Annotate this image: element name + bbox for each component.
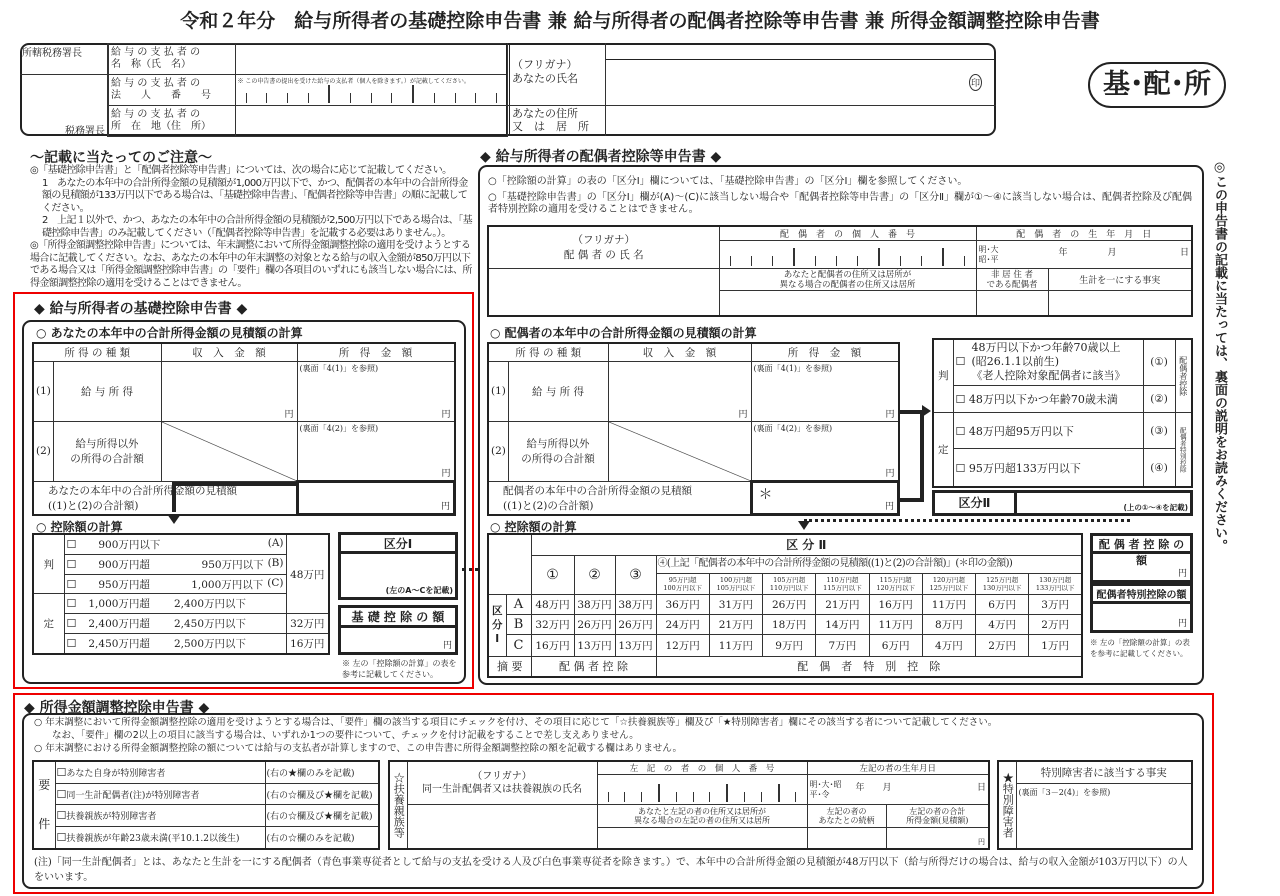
adjust-notes — [34, 716, 1194, 755]
special-fact-label: 特別障害者に該当する事実 — [1016, 761, 1192, 783]
checkbox[interactable]: ☐ — [66, 537, 77, 551]
col-header: ① — [531, 555, 574, 594]
deduction-value: 26万円 — [615, 614, 656, 634]
dep-income-input[interactable] — [886, 828, 989, 850]
checkbox[interactable]: ☐ — [955, 392, 966, 406]
summary-spouse: 配 偶 者 控 除 — [531, 656, 656, 677]
judge-text: 48万円超95万円以下 — [968, 424, 1074, 438]
yen: 円 — [885, 409, 895, 420]
row-no: (1) — [488, 361, 508, 421]
tax-office-suffix: 税務署長 — [65, 125, 105, 137]
salary-amount-input[interactable] — [297, 361, 454, 421]
bracket-header: 110万円超 115万円以下 — [816, 573, 869, 594]
same-livelihood-label: 生計を一にする事実 — [1048, 269, 1192, 291]
deduction-value: 3万円 — [1029, 594, 1082, 614]
notes-item: 2 上記１以外で、かつ、あなたの本年中の合計所得金額の見積額が2,500万円以下である場合は、「基礎控除申告書」のみ記載してください（「配偶者控除等申告書」を記載する必要はありません。）。 — [42, 215, 472, 239]
spouse-total-input[interactable] — [751, 481, 898, 515]
spouse-birth-label: 配 偶 者 の 生 年 月 日 — [976, 226, 1192, 241]
requirement-row[interactable] — [55, 761, 265, 783]
judge-label: 判 — [933, 339, 953, 412]
deduction-value: 4万円 — [976, 614, 1029, 634]
ref-note: (裏面「4(2)」を参照) — [753, 423, 833, 433]
spouse-calc-title: ○ 配偶者の本年中の合計所得金額の見積額の計算 — [490, 326, 757, 340]
row-no: (1) — [33, 361, 53, 421]
your-name-label: （フリガナ） あなたの氏名 — [512, 58, 578, 85]
notes-title: ～記載に当たってのご注意～ — [30, 150, 212, 166]
your-furigana-input[interactable] — [606, 43, 994, 59]
total-input[interactable] — [297, 481, 454, 515]
deduction-value: 21万円 — [816, 594, 869, 614]
row-kind: 給 与 所 得 — [53, 361, 161, 421]
deduction-value: 2万円 — [1029, 614, 1082, 634]
judge-label: 定 — [33, 594, 64, 654]
day-label: 日 — [976, 782, 986, 793]
spouse-other-amount-input[interactable] — [751, 421, 898, 481]
deduction-value: 6万円 — [869, 634, 922, 656]
deduction-value: 26万円 — [574, 614, 615, 634]
basic-amount-label: 基 礎 控 除 の 額 — [341, 608, 455, 628]
checkbox[interactable]: ☐ — [955, 355, 966, 369]
judge-text: 95万円超133万円以下 — [968, 461, 1081, 475]
digit-ticks — [730, 248, 966, 266]
summary-label: 摘 要 — [488, 656, 531, 677]
spouse-note: ○「控除額の計算」の表の「区分Ⅰ」欄については、「基礎控除申告書」の「区分Ⅰ」欄を参照してください。 — [488, 176, 968, 187]
asterisk: ＊ — [758, 486, 773, 503]
checkbox[interactable]: ☐ — [66, 577, 77, 591]
special-amount-box[interactable] — [1090, 583, 1193, 633]
dep-number-label: 左 記 の 者 の 個 人 番 号 — [597, 761, 807, 775]
deduction-value: 38万円 — [615, 594, 656, 614]
requirement-text: 扶養親族が年齢23歳未満(平10.1.2以後生) — [66, 834, 240, 845]
deduction-value: 6万円 — [976, 594, 1029, 614]
bracket-header: 100万円超 105万円以下 — [709, 573, 762, 594]
deduct-amount: 16万円 — [286, 634, 329, 654]
spouse-salary-amount-input[interactable] — [751, 361, 898, 421]
tax-office-label: 所轄税務署長 — [20, 44, 108, 75]
tax-office-input[interactable] — [20, 75, 108, 137]
spouse-amount-box[interactable] — [1090, 533, 1193, 583]
requirement-row[interactable] — [55, 827, 265, 849]
total-label: あなたの本年中の合計所得金額の見積額 ((1)と(2)の合計額) — [33, 481, 297, 515]
yen: 円 — [1177, 569, 1187, 579]
day-label: 日 — [1179, 247, 1189, 258]
deduction-value: 36万円 — [656, 594, 709, 614]
ref-note: (裏面「4(2)」を参照) — [299, 423, 379, 433]
group-label: 配偶者控除 — [1175, 339, 1192, 412]
form-title: 令和２年分 給与所得者の基礎控除申告書 兼 給与所得者の配偶者控除等申告書 兼 所得金額調整控除申告書 — [180, 10, 1100, 32]
your-address-label: あなたの住所 又 は 居 所 — [512, 107, 589, 133]
spouse-title: ◆ 給与所得者の配偶者控除等申告書 ◆ — [480, 149, 722, 165]
yen: 円 — [440, 502, 450, 512]
other-amount-input[interactable] — [297, 421, 454, 481]
bracket-header: 130万円超 133万円以下 — [1029, 573, 1082, 594]
your-name-input[interactable] — [606, 60, 994, 105]
summary-special: 配 偶 者 特 別 控 除 — [656, 656, 1082, 677]
kubun1-row: A — [506, 594, 531, 614]
bracket-header: 105万円超 110万円以下 — [763, 573, 816, 594]
spouse-note: ○「基礎控除申告書」の「区分Ⅰ」欄が(A)～(C)に該当しない場合や「配偶者控除等申告書」の「区分Ⅱ」欄が①～④に該当しない場合は、配偶者控除及び配偶者特別控除の適用を受けることはできません。 — [488, 191, 1192, 215]
spouse-income-table — [487, 342, 900, 516]
four-header: ④(上記「配偶者の本年中の合計所得金額の見積額((1)と(2)の合計額)」(＊印の金額)) — [656, 555, 1082, 573]
range-to: 2,450万円以下 — [173, 618, 246, 631]
judge-text: 48万円以下かつ年齢70歳未満 — [968, 392, 1118, 406]
range-from: 2,450万円超 — [88, 638, 150, 651]
special-disability-label: ★特別障害者 — [998, 761, 1016, 849]
group-label: 配偶者特別控除 — [1175, 412, 1192, 487]
range-to: 950万円以下 — [201, 558, 264, 571]
dep-relation-label: 左記の者の あなたとの続柄 — [807, 805, 886, 828]
special-disability-table — [997, 760, 1193, 850]
deduction-value: 26万円 — [763, 594, 816, 614]
checkbox[interactable]: ☐ — [955, 461, 966, 475]
yen: 円 — [1177, 619, 1187, 629]
dep-birth-label: 左記の者の生年月日 — [807, 761, 989, 775]
deduction-value: 14万円 — [816, 614, 869, 634]
col-header: ② — [574, 555, 615, 594]
kubun1-row-label: 区 分 Ⅰ — [488, 594, 506, 656]
checkbox[interactable]: ☐ — [56, 809, 67, 823]
deduction-value: 1万円 — [1029, 634, 1082, 656]
col-header: 収 入 金 額 — [608, 343, 751, 361]
kubun1-row: B — [506, 614, 531, 634]
range-from: 900万円以下 — [98, 538, 161, 551]
arrow-right-icon — [922, 405, 931, 417]
requirement-hint: (右の☆欄及び★欄を記載) — [265, 805, 379, 827]
deduction-value: 11万円 — [869, 614, 922, 634]
basic-amount-box[interactable] — [338, 605, 458, 655]
kubun2-box[interactable] — [932, 490, 1193, 516]
checkbox[interactable]: ☐ — [66, 597, 77, 611]
judge-code: (④) — [1143, 449, 1175, 487]
bracket-header: 95万円超 100万円以下 — [656, 573, 709, 594]
payer-number-note: ※ この申告書の提出を受けた給与の支払者（個人を除きます。）が記載してください。 — [237, 78, 470, 85]
deduction-value: 13万円 — [574, 634, 615, 656]
spouse-info-table — [487, 225, 1193, 317]
deduction-value: 48万円 — [531, 594, 574, 614]
adjust-note: ○ 年末調整における所得金額調整控除の額については給与の支払者が計算しますので、この申告書に所得金額調整控除の額を記載する欄はありません。 — [34, 743, 683, 754]
checkbox[interactable]: ☐ — [56, 787, 67, 801]
col-header: 所 得 金 額 — [297, 343, 454, 361]
month-label: 月 — [1107, 247, 1117, 258]
judge-row[interactable] — [953, 449, 1143, 487]
yen: 円 — [441, 468, 451, 479]
deduction-value: 18万円 — [763, 614, 816, 634]
col-header: 所 得 金 額 — [751, 343, 898, 361]
flow-arrow — [172, 482, 298, 512]
deduction-value: 16万円 — [869, 594, 922, 614]
range-from: 2,400万円超 — [88, 618, 150, 631]
dotted-link — [462, 568, 478, 571]
bracket-header: 125万円超 130万円以下 — [976, 573, 1029, 594]
adjust-footnote: (注)「同一生計配偶者」とは、あなたと生計を一にする配偶者（青色事業専従者として給与の支払を受ける人及び白色事業専従者を除きます。）で、本年中の合計所得金額の見積額が48万円以下（給与所得だけの場合は、給与の収入金額が103万円以下）の人をいいます。 — [34, 857, 1188, 883]
basic-title: ◆ 給与所得者の基礎控除申告書 ◆ — [34, 301, 248, 317]
range-to: 2,500万円以下 — [173, 638, 246, 651]
adjust-note: ○ 年末調整において所得金額調整控除の適用を受けようとする場合は、「要件」欄の該当する項目にチェックを付け、その項目に応じて「☆扶養親族等」欄及び「★特別障害者」欄にその該当する者について記載してください。 — [34, 717, 998, 728]
requirements-label: 要 件 — [33, 761, 55, 849]
dep-birth-input[interactable] — [807, 775, 989, 805]
judge-row[interactable] — [953, 412, 1143, 449]
requirement-row[interactable] — [55, 783, 265, 805]
row-kind: 給与所得以外 の所得の合計額 — [508, 421, 608, 481]
dep-relation-input[interactable] — [807, 828, 886, 850]
year-label: 年 — [1058, 247, 1068, 258]
range-code: (C) — [267, 576, 284, 589]
kubun2-header: 区 分 Ⅱ — [531, 534, 1082, 555]
row-no: (2) — [488, 421, 508, 481]
nonresident-input[interactable] — [976, 291, 1048, 317]
spouse-amount-label: 配 偶 者 控 除 の 額 — [1093, 536, 1190, 554]
bracket-header: 120万円超 125万円以下 — [922, 573, 975, 594]
spouse-address-label: あなたと配偶者の住所又は居所が 異なる場合の配偶者の住所又は居所 — [719, 269, 976, 291]
checkbox[interactable]: ☐ — [955, 424, 966, 438]
basic-foot-note: ※ 左の「控除額の計算」の表を 参考に記載してください。 — [342, 659, 457, 679]
deduction-value: 13万円 — [615, 634, 656, 656]
range-row[interactable] — [64, 594, 286, 614]
deduction-value: 7万円 — [816, 634, 869, 656]
range-row[interactable] — [64, 574, 286, 594]
era-options: 明･大 昭･平 — [978, 244, 999, 264]
ref-note: (裏面「4(1)」を参照) — [299, 363, 379, 373]
range-row[interactable] — [64, 534, 286, 554]
requirements-table — [32, 760, 380, 850]
dep-address-label: あなたと左記の者の住所又は居所が 異なる場合の左記の者の住所又は居所 — [597, 805, 807, 828]
your-address-input[interactable] — [606, 106, 994, 135]
basic-deduct-title: ○ 控除額の計算 — [36, 520, 123, 534]
salary-income-input[interactable] — [161, 361, 297, 421]
digit-ticks — [246, 85, 498, 103]
range-from: 950万円超 — [98, 578, 150, 591]
payer-address-label: 給 与 の 支 払 者 の 所 在 地（住 所） — [108, 106, 235, 137]
col-header: ③ — [615, 555, 656, 594]
dependents-table — [388, 760, 990, 850]
spouse-address-input[interactable] — [719, 291, 976, 317]
adjust-note: なお、「要件」欄の2以上の項目に該当する場合は、いずれか1つの要件について、チェックを付け記載をすることで差し支えありません。 — [52, 730, 639, 741]
kubun2-note: (上の①～④を記載) — [1123, 503, 1188, 512]
arrow-down-icon — [167, 514, 181, 524]
range-row[interactable] — [64, 554, 286, 574]
spouse-foot-note: ※ 左の「控除額の計算」の表 を参考に記載してください。 — [1090, 638, 1190, 658]
checkbox[interactable]: ☐ — [66, 637, 77, 651]
dep-name-input[interactable] — [407, 805, 597, 850]
deduction-value: 11万円 — [922, 594, 975, 614]
basic-deduct-table — [32, 533, 330, 655]
spouse-name-input[interactable] — [488, 269, 719, 317]
same-livelihood-input[interactable] — [1048, 291, 1192, 317]
payer-name-label: 給 与 の 支 払 者 の 名 称（氏 名） — [108, 44, 235, 75]
spouse-judge-table — [932, 338, 1193, 488]
payer-name-input[interactable] — [235, 44, 508, 75]
notes-list — [30, 165, 476, 290]
dependents-label: ☆扶養親族等 — [389, 761, 407, 849]
diagonal-cell — [161, 421, 297, 481]
judge-row[interactable] — [953, 385, 1143, 412]
flow-arrow — [900, 410, 924, 502]
row-kind: 給 与 所 得 — [508, 361, 608, 421]
dep-address-input[interactable] — [597, 828, 807, 850]
dep-income-label: 左記の者の合計 所得金額(見積額) — [886, 805, 989, 828]
row-no: (2) — [33, 421, 53, 481]
basic-calc-title: ○ あなたの本年中の合計所得金額の見積額の計算 — [36, 326, 303, 340]
form-type-badge: 基･配･所 — [1088, 62, 1226, 108]
judge-code: (③) — [1143, 412, 1175, 449]
ref-note: (裏面「3－2(4)」を参照) — [1018, 787, 1111, 797]
ref-note: (裏面「4(1)」を参照) — [753, 363, 833, 373]
range-code: (B) — [267, 556, 284, 569]
era-options: 明･大･昭 平･令 — [809, 779, 842, 799]
digit-ticks — [608, 784, 797, 802]
range-from: 1,000万円超 — [88, 598, 150, 611]
dotted-link — [804, 519, 1130, 522]
range-row[interactable] — [64, 614, 286, 634]
divider — [506, 43, 510, 136]
requirement-hint: (右の☆欄のみを記載) — [265, 827, 379, 849]
range-code: (A) — [267, 536, 284, 549]
spouse-name-label: （フリガナ） 配 偶 者 の 氏 名 — [488, 226, 719, 269]
deduction-value: 31万円 — [709, 594, 762, 614]
month-label: 月 — [882, 782, 892, 793]
deduct-amount: 48万円 — [286, 534, 329, 614]
requirement-row[interactable] — [55, 805, 265, 827]
yen: 円 — [442, 641, 452, 651]
yen: 円 — [441, 409, 451, 420]
deduction-value: 38万円 — [574, 594, 615, 614]
spouse-number-label: 配 偶 者 の 個 人 番 号 — [719, 226, 976, 241]
deduction-value: 4万円 — [922, 634, 975, 656]
yen: 円 — [884, 502, 894, 512]
side-note-text: ◎この申告書の記載に当たっては、裏面の説明をお読みください。 — [1212, 160, 1227, 552]
checkbox[interactable]: ☐ — [56, 831, 67, 845]
notes-item: ◎「所得金額調整控除申告書」については、年末調整において所得金額調整控除の適用を受けようとする場合に記載してください。なお、あなたの本年中の年末調整の対象となる給与の収入金額が850万円以下である場合又は「所得金額調整控除申告書」の「要件」欄の各項目のいずれにも該当しない場合には、所得金額調整控除の適用を受けることはできません。 — [30, 240, 472, 289]
notes-item: ◎「基礎控除申告書」と「配偶者控除等申告書」については、次の場合に応じて記載してください。 — [30, 165, 452, 176]
deduction-value: 9万円 — [763, 634, 816, 656]
checkbox[interactable]: ☐ — [56, 765, 67, 779]
kubun1-box[interactable] — [338, 532, 458, 600]
yen: 円 — [738, 409, 748, 420]
yen: 円 — [978, 838, 985, 846]
payer-table — [20, 43, 508, 137]
deduction-value: 8万円 — [922, 614, 975, 634]
kubun1-note: (左のA～Cを記載) — [385, 586, 453, 595]
judge-label: 判 — [33, 534, 64, 594]
requirement-text: 扶養親族が特別障害者 — [66, 812, 157, 823]
side-note — [1212, 160, 1227, 552]
deduction-value: 2万円 — [976, 634, 1029, 656]
row-kind: 給与所得以外 の所得の合計額 — [53, 421, 161, 481]
diagonal-cell — [608, 421, 751, 481]
notes-item: 1 あなたの本年中の合計所得金額の見積額が1,000万円以下で、かつ、配偶者の本年中の合計所得金額の見積額が133万円以下である場合は、「基礎控除申告書」、「配偶者控除等申告書」の順に記載してください。 — [42, 177, 468, 214]
judge-text: 48万円以下かつ年齢70歳以上 (昭26.1.1以前生) 《老人控除対象配偶者に該当》 — [971, 341, 1126, 383]
corner-cell — [488, 534, 531, 594]
special-fact-input[interactable] — [1016, 783, 1192, 849]
deduction-value: 24万円 — [656, 614, 709, 634]
range-row[interactable] — [64, 634, 286, 654]
spouse-salary-income-input[interactable] — [608, 361, 751, 421]
payer-number-input[interactable] — [235, 75, 508, 106]
kubun2-label: 区分Ⅱ — [935, 493, 1017, 513]
dep-name-label: （フリガナ） 同一生計配偶者又は扶養親族の氏名 — [407, 761, 597, 805]
deduction-value: 12万円 — [656, 634, 709, 656]
arrow-down-icon — [798, 521, 810, 530]
kubun1-row: C — [506, 634, 531, 656]
range-to: 1,000万円以下 — [191, 578, 264, 591]
deduct-amount: 32万円 — [286, 614, 329, 634]
spouse-total-label: 配偶者の本年中の合計所得金額の見積額 ((1)と(2)の合計額) — [488, 481, 751, 515]
deduction-value: 21万円 — [709, 614, 762, 634]
nonresident-label: 非 居 住 者 である配偶者 — [976, 269, 1048, 291]
judge-row[interactable] — [953, 339, 1143, 385]
checkbox[interactable]: ☐ — [66, 617, 77, 631]
requirement-hint: (右の★欄のみを記載) — [265, 761, 379, 783]
kubun1-label: 区分Ⅰ — [341, 535, 455, 554]
checkbox[interactable]: ☐ — [66, 557, 77, 571]
deduction-value: 32万円 — [531, 614, 574, 634]
spouse-number-input[interactable] — [719, 241, 976, 269]
deduction-value: 16万円 — [531, 634, 574, 656]
payer-number-label: 給 与 の 支 払 者 の 法 人 番 号 — [108, 75, 235, 106]
year-label: 年 — [855, 782, 865, 793]
requirement-text: あなた自身が特別障害者 — [66, 768, 166, 779]
col-header: 所 得 の 種 類 — [33, 343, 161, 361]
bracket-header: 115万円超 120万円以下 — [869, 573, 922, 594]
payer-address-input[interactable] — [235, 106, 508, 137]
spouse-deduct-title: ○ 控除額の計算 — [490, 520, 577, 534]
judge-label: 定 — [933, 412, 953, 487]
deduction-value: 11万円 — [709, 634, 762, 656]
adjust-title: ◆ 所得金額調整控除申告書 ◆ — [24, 700, 210, 716]
spouse-birth-input[interactable] — [976, 241, 1192, 269]
yen: 円 — [885, 468, 895, 479]
requirement-text: 同一生計配偶者(注)が特別障害者 — [66, 790, 200, 801]
spouse-notes — [488, 176, 1193, 217]
requirement-hint: (右の☆欄及び★欄を記載) — [265, 783, 379, 805]
col-header: 収 入 金 額 — [161, 343, 297, 361]
dep-number-input[interactable] — [597, 775, 807, 805]
range-from: 900万円超 — [98, 558, 150, 571]
spouse-deduct-table — [487, 533, 1083, 678]
yen: 円 — [284, 409, 294, 420]
range-to: 2,400万円以下 — [173, 598, 246, 611]
seal-mark: 印 — [969, 74, 982, 91]
col-header: 所 得 の 種 類 — [488, 343, 608, 361]
special-amount-label: 配偶者特別控除の額 — [1093, 586, 1190, 604]
judge-code: (①) — [1143, 339, 1175, 385]
judge-code: (②) — [1143, 385, 1175, 412]
